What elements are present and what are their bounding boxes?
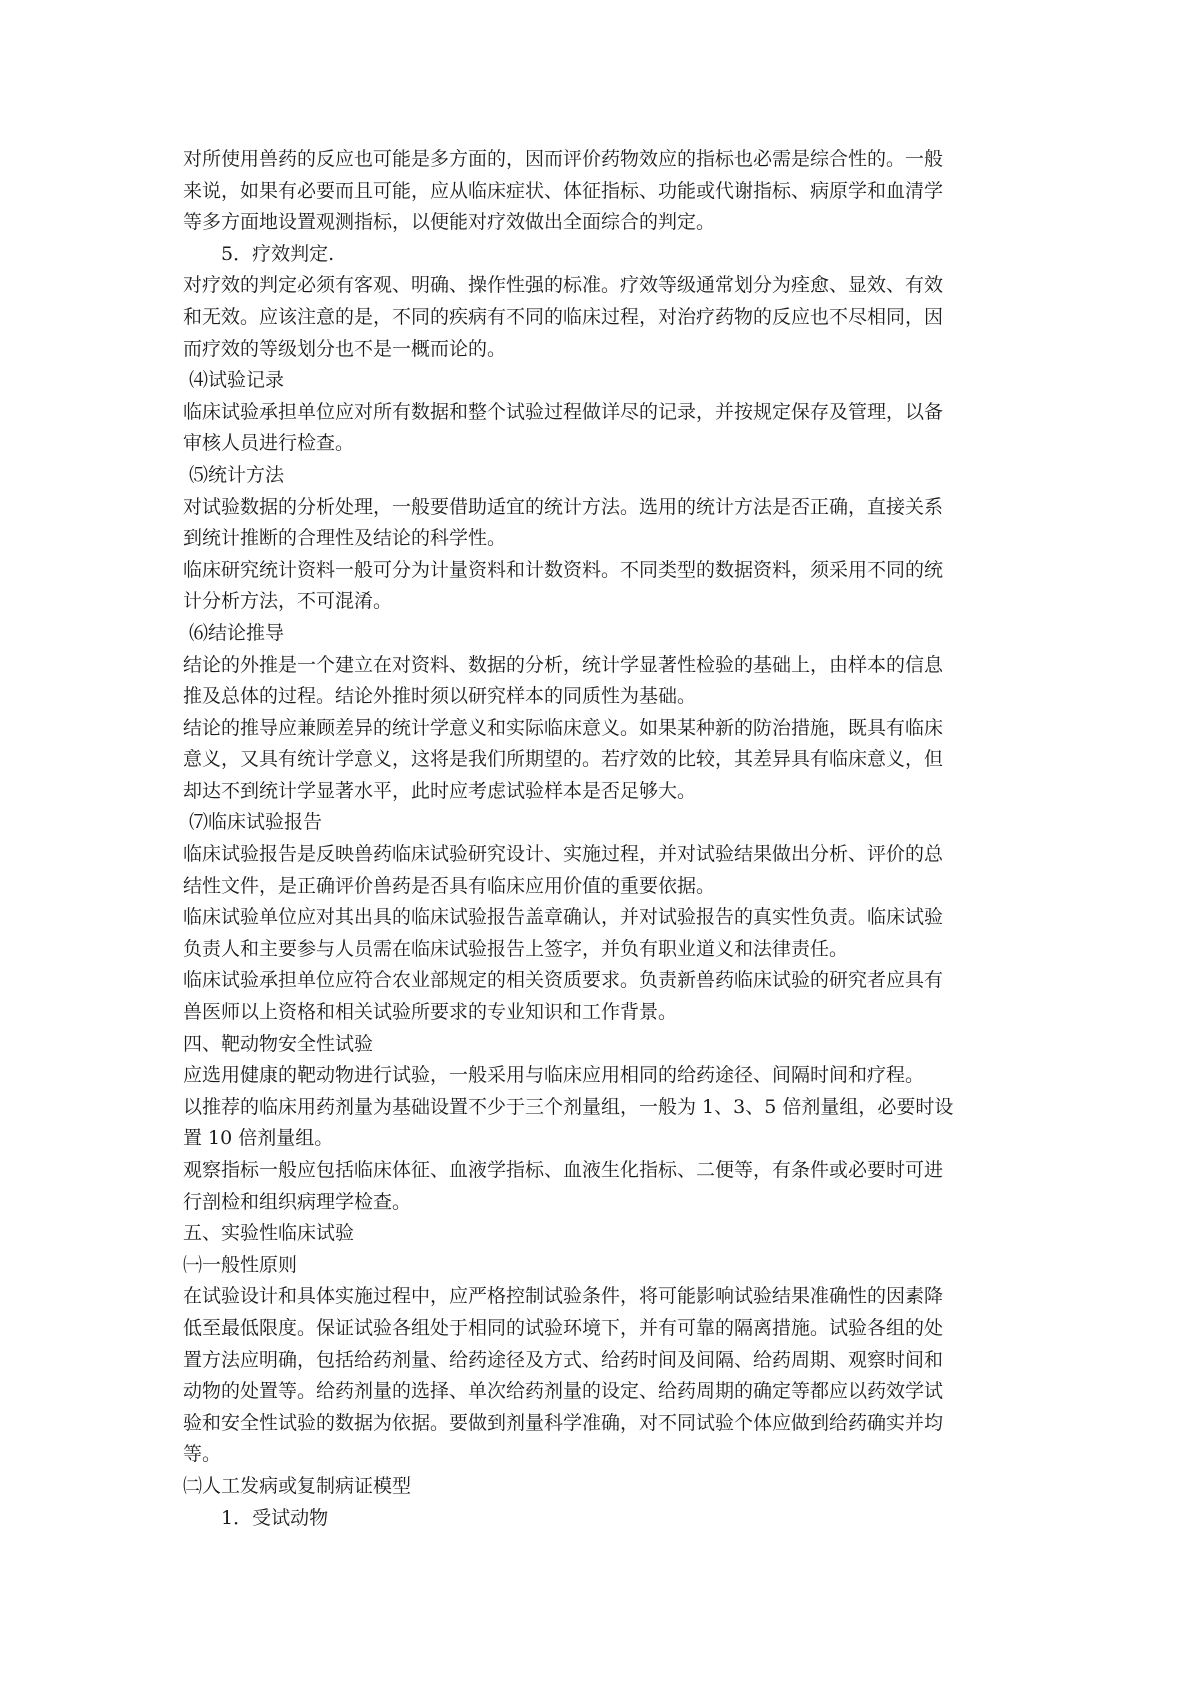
body-text-line: 在试验设计和具体实施过程中，应严格控制试验条件，将可能影响试验结果准确性的因素降 bbox=[183, 1285, 944, 1308]
body-text-line: 应选用健康的靶动物进行试验，一般采用与临床应用相同的给药途径、间隔时间和疗程。 bbox=[183, 1064, 925, 1087]
body-text-line: 兽医师以上资格和相关试验所要求的专业知识和工作背景。 bbox=[183, 1001, 678, 1024]
body-text-line: 临床试验报告是反映兽药临床试验研究设计、实施过程，并对试验结果做出分析、评价的总 bbox=[183, 843, 944, 866]
body-text-line: 观察指标一般应包括临床体征、血液学指标、血液生化指标、二便等，有条件或必要时可进 bbox=[183, 1159, 944, 1181]
body-text-line: 等多方面地设置观测指标，以便能对疗效做出全面综合的判定。 bbox=[183, 211, 716, 234]
body-text-line: 临床试验承担单位应符合农业部规定的相关资质要求。负责新兽药临床试验的研究者应具有 bbox=[183, 969, 944, 992]
body-text-line: 却达不到统计学显著水平，此时应考虑试验样本是否足够大。 bbox=[183, 779, 697, 802]
body-text-line: 低至最低限度。保证试验各组处于相同的试验环境下，并有可靠的隔离措施。试验各组的处 bbox=[183, 1316, 944, 1339]
body-text-line: 和无效。应该注意的是，不同的疾病有不同的临床过程，对治疗药物的反应也不尽相同，因 bbox=[183, 305, 944, 328]
body-text-line: 结论的外推是一个建立在对资料、数据的分析，统计学显著性检验的基础上，由样本的信息 bbox=[183, 653, 944, 676]
body-text-line: 推及总体的过程。结论外推时须以研究样本的同质性为基础。 bbox=[183, 685, 697, 708]
numbered-subheading: 5．疗效判定. bbox=[221, 242, 335, 265]
body-text-line: 对试验数据的分析处理，一般要借助适宜的统计方法。选用的统计方法是否正确，直接关系 bbox=[183, 495, 944, 518]
body-text-line: 结性文件，是正确评价兽药是否具有临床应用价值的重要依据。 bbox=[183, 874, 716, 897]
section-heading: ㈠一般性原则 bbox=[183, 1253, 298, 1276]
section-heading: ⑷试验记录 bbox=[189, 369, 285, 392]
section-heading: ㈡人工发病或复制病证模型 bbox=[183, 1474, 412, 1497]
body-text-line: 对所使用兽药的反应也可能是多方面的，因而评价药物效应的指标也必需是综合性的。一般 bbox=[183, 148, 944, 170]
body-text-line: 行剖检和组织病理学检查。 bbox=[183, 1190, 412, 1213]
body-text-line: 对疗效的判定必须有客观、明确、操作性强的标准。疗效等级通常划分为痊愈、显效、有效 bbox=[183, 274, 944, 297]
body-text-line: 到统计推断的合理性及结论的科学性。 bbox=[183, 527, 507, 550]
body-text-line: 审核人员进行检查。 bbox=[183, 432, 355, 455]
section-heading: ⑸统计方法 bbox=[189, 463, 285, 486]
body-text-line: 而疗效的等级划分也不是一概而论的。 bbox=[183, 337, 507, 360]
body-text-line: 临床试验承担单位应对所有数据和整个试验过程做详尽的记录，并按规定保存及管理，以备 bbox=[183, 400, 944, 423]
body-text-line: 计分析方法，不可混淆。 bbox=[183, 590, 393, 613]
body-text-line: 等。 bbox=[183, 1443, 222, 1466]
body-text-line: 临床研究统计资料一般可分为计量资料和计数资料。不同类型的数据资料，须采用不同的统 bbox=[183, 558, 944, 581]
body-text-line: 验和安全性试验的数据为依据。要做到剂量科学准确，对不同试验个体应做到给药确实并均 bbox=[183, 1411, 944, 1434]
chapter-heading: 四、靶动物安全性试验 bbox=[183, 1032, 374, 1055]
body-text-line: 临床试验单位应对其出具的临床试验报告盖章确认，并对试验报告的真实性负责。临床试验 bbox=[183, 906, 944, 929]
section-heading: ⑺临床试验报告 bbox=[189, 811, 323, 834]
document-page bbox=[183, 144, 1019, 1534]
chapter-heading: 五、实验性临床试验 bbox=[183, 1222, 355, 1245]
body-text-line: 负责人和主要参与人员需在临床试验报告上签字，并负有职业道义和法律责任。 bbox=[183, 937, 849, 960]
section-heading: ⑹结论推导 bbox=[189, 621, 285, 644]
body-text-line: 结论的推导应兼顾差异的统计学意义和实际临床意义。如果某种新的防治措施，既具有临床 bbox=[183, 716, 944, 739]
body-text-line: 来说，如果有必要而且可能，应从临床症状、体征指标、功能或代谢指标、病原学和血清学 bbox=[183, 179, 944, 202]
numbered-subheading: 1．受试动物 bbox=[221, 1506, 329, 1529]
body-text-line: 置 10 倍剂量组。 bbox=[183, 1127, 334, 1150]
body-text-line: 以推荐的临床用药剂量为基础设置不少于三个剂量组，一般为 1、3、5 倍剂量组，必要时设 bbox=[183, 1095, 954, 1118]
body-text-line: 置方法应明确，包括给药剂量、给药途径及方式、给药时间及间隔、给药周期、观察时间和 bbox=[183, 1348, 944, 1371]
body-text-line: 意义，又具有统计学意义，这将是我们所期望的。若疗效的比较，其差异具有临床意义，但 bbox=[183, 748, 944, 771]
body-text-line: 动物的处置等。给药剂量的选择、单次给药剂量的设定、给药周期的确定等都应以药效学试 bbox=[183, 1380, 944, 1403]
